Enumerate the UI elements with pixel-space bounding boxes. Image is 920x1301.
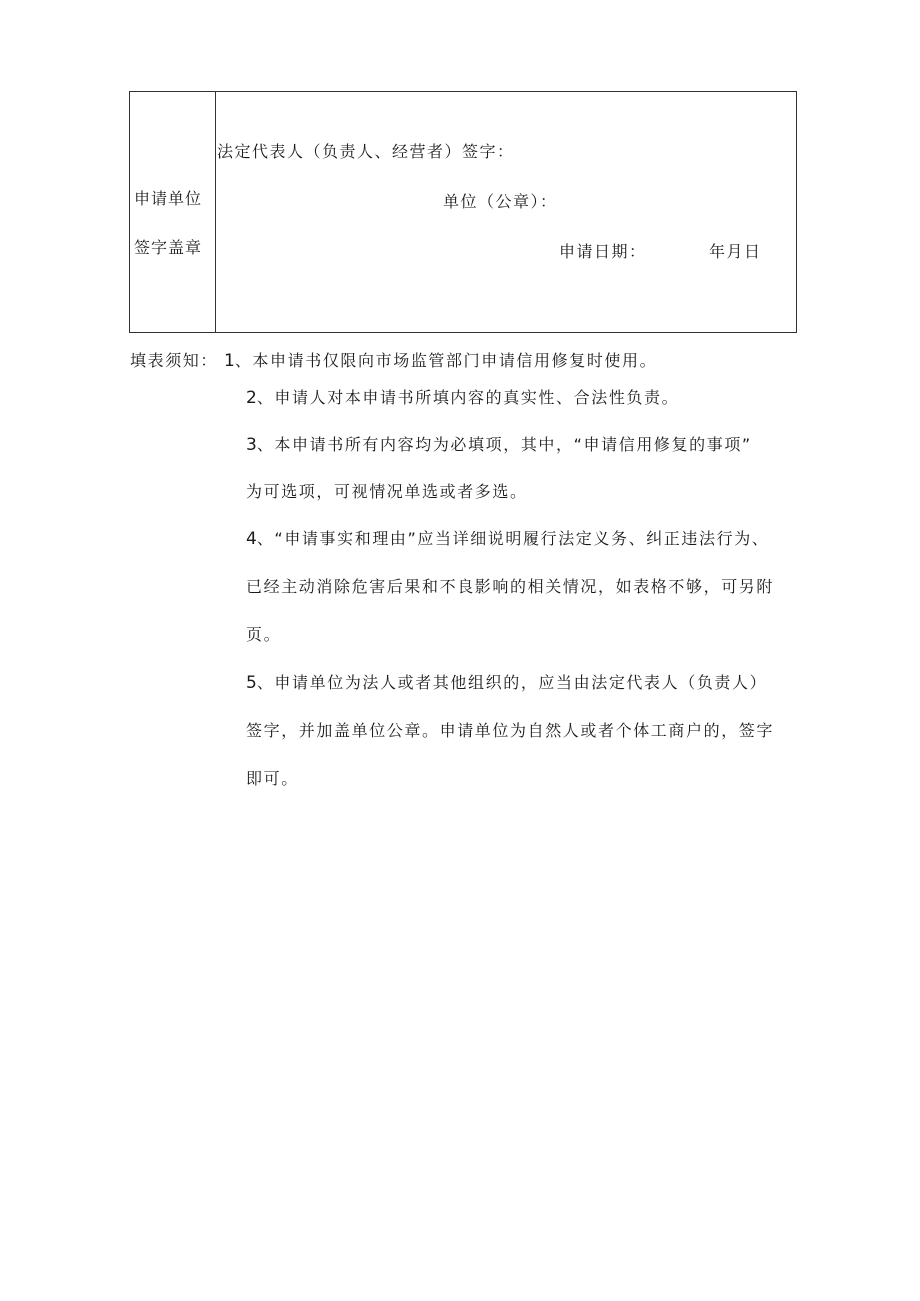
instruction-text: 、申请单位为法人或者其他组织的，应当由法定代表人（负责人） xyxy=(256,673,768,692)
instruction-item-4 xyxy=(246,526,769,549)
instruction-item-3 xyxy=(246,432,752,455)
instruction-text: 、本申请书所有内容均为必填项，其中，“申请信用修复的事项” xyxy=(256,435,752,454)
instruction-number: 1 xyxy=(224,351,235,371)
signature-seal-content-cell xyxy=(216,92,796,332)
instruction-item-5 xyxy=(246,670,767,693)
instruction-text: 、申请人对本申请书所填内容的真实性、合法性负责。 xyxy=(256,388,680,407)
instruction-number: 4 xyxy=(246,529,257,549)
instruction-item-4-continued-2: 页。 xyxy=(246,625,282,644)
unit-seal-line: 单位（公章）： xyxy=(443,192,558,211)
signature-seal-label-cell xyxy=(130,92,216,332)
instruction-number: 2 xyxy=(246,388,257,408)
instruction-item-5-continued: 签字，并加盖单位公章。申请单位为自然人或者个体工商户的，签字 xyxy=(246,721,775,740)
apply-date-year-month-day: 年月日 xyxy=(709,242,762,261)
signature-seal-table xyxy=(129,91,797,333)
instruction-item-4-continued: 已经主动消除危害后果和不良影响的相关情况，如表格不够，可另附 xyxy=(246,577,775,596)
instruction-item-1 xyxy=(224,348,657,371)
instruction-item-3-continued: 为可选项，可视情况单选或者多选。 xyxy=(246,482,528,501)
instruction-item-5-continued-2: 即可。 xyxy=(246,769,299,788)
instruction-text: 、本申请书仅限向市场监管部门申请信用修复时使用。 xyxy=(234,351,658,370)
instruction-number: 5 xyxy=(246,673,257,693)
instruction-number: 3 xyxy=(246,435,257,455)
label-sign-and-seal: 签字盖章 xyxy=(134,238,203,257)
instruction-item-2 xyxy=(246,385,679,408)
apply-date-label: 申请日期： xyxy=(559,242,647,261)
instructions-heading: 填表须知： xyxy=(130,351,219,370)
legal-rep-signature-line: 法定代表人（负责人、经营者）签字： xyxy=(217,142,515,161)
instruction-text: 、“申请事实和理由”应当详细说明履行法定义务、纠正违法行为、 xyxy=(256,529,770,548)
label-applicant-unit: 申请单位 xyxy=(134,189,203,208)
